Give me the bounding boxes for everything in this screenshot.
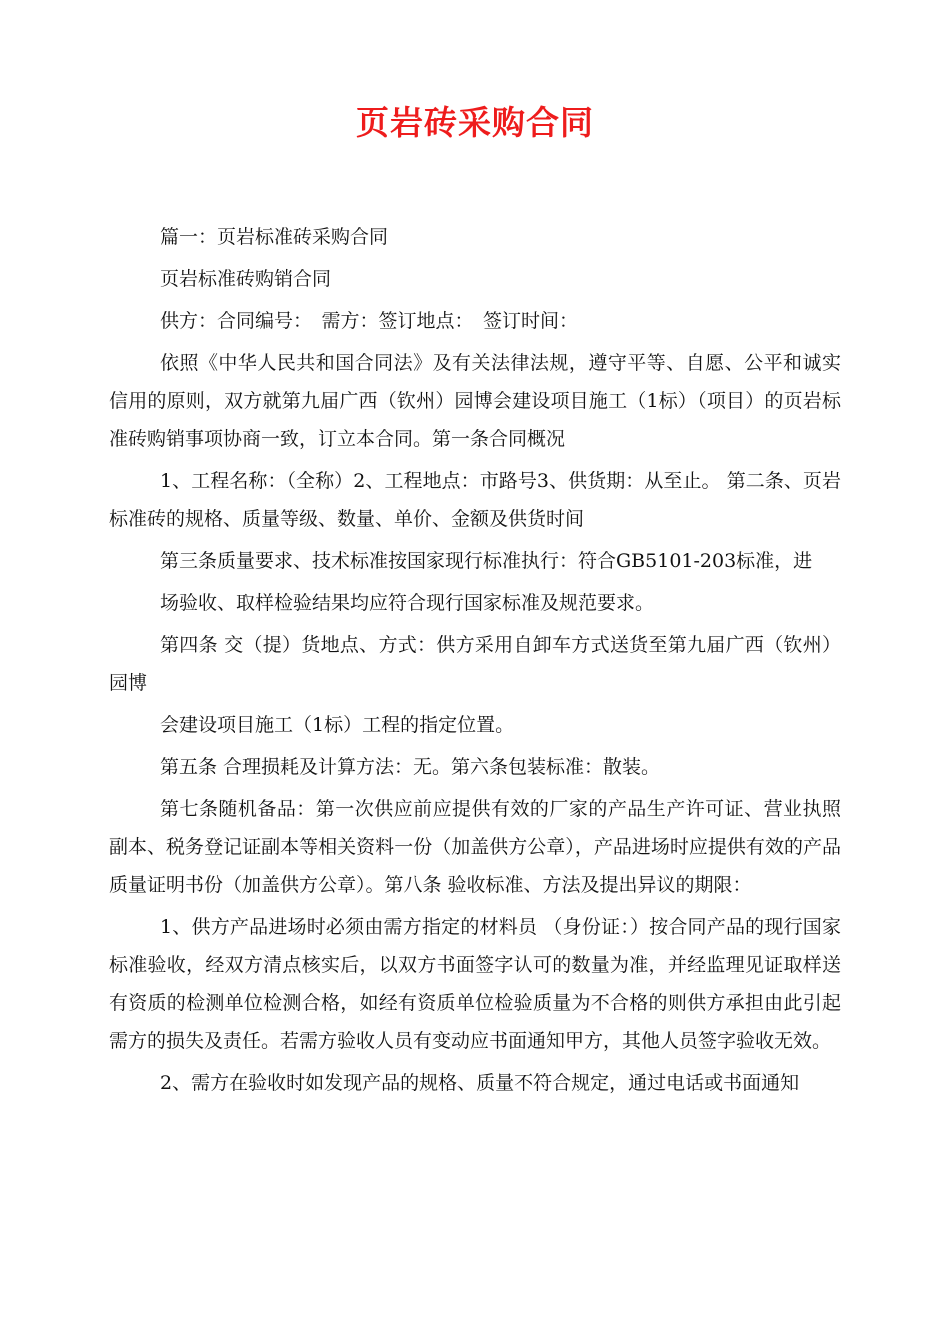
paragraph-section-heading: 篇一：页岩标准砖采购合同	[160, 226, 389, 248]
paragraph-delivery: 第四条 交（提）货地点、方式：供方采用自卸车方式送货至第九届广西（钦州）园博	[109, 634, 841, 694]
paragraph-contract-name: 页岩标准砖购销合同	[160, 268, 332, 290]
paragraph-quality-requirements: 第三条质量要求、技术标准按国家现行标准执行：符合GB5101-203标准，进	[160, 550, 813, 572]
paragraph-spare-parts: 第七条随机备品：第一次供应前应提供有效的厂家的产品生产许可证、营业执照副本、税务登记证副本等相关资料一份（加盖供方公章），产品进场时应提供有效的产品质量证明书份（加盖供方公章）。第八条 验收标准、方法及提出异议的期限：	[109, 798, 841, 896]
paragraph-acceptance-1: 1、供方产品进场时必须由需方指定的材料员 （身份证：）按合同产品的现行国家标准验收，经双方清点核实后，以双方书面签字认可的数量为准，并经监理见证取样送有资质的检测单位检测合格，如经有资质单位检验质量为不合格的则供方承担由此引起需方的损失及责任。若需方验收人员有变动应书面通知甲方，其他人员签字验收无效。	[109, 916, 841, 1052]
paragraph-loss-packaging: 第五条 合理损耗及计算方法：无。第六条包装标准：散装。	[160, 756, 661, 778]
document-body	[109, 218, 841, 1106]
document-title: 页岩砖采购合同	[356, 103, 594, 142]
paragraph-parties: 供方：合同编号： 需方：签订地点： 签订时间：	[160, 310, 579, 332]
paragraph-delivery-continued: 会建设项目施工（1标）工程的指定位置。	[160, 714, 515, 736]
paragraph-project-info: 1、工程名称：（全称）2、工程地点：市路号3、供货期：从至止。 第二条、页岩标准砖的规格、质量等级、数量、单价、金额及供货时间	[109, 470, 841, 530]
paragraph-preamble: 依照《中华人民共和国合同法》及有关法律法规，遵守平等、自愿、公平和诚实信用的原则，双方就第九届广西（钦州）园博会建设项目施工（1标）（项目）的页岩标准砖购销事项协商一致，订立本合同。第一条合同概况	[109, 352, 841, 450]
paragraph-quality-continued: 场验收、取样检验结果均应符合现行国家标准及规范要求。	[160, 592, 655, 614]
paragraph-acceptance-2: 2、需方在验收时如发现产品的规格、质量不符合规定，通过电话或书面通知	[160, 1072, 800, 1094]
